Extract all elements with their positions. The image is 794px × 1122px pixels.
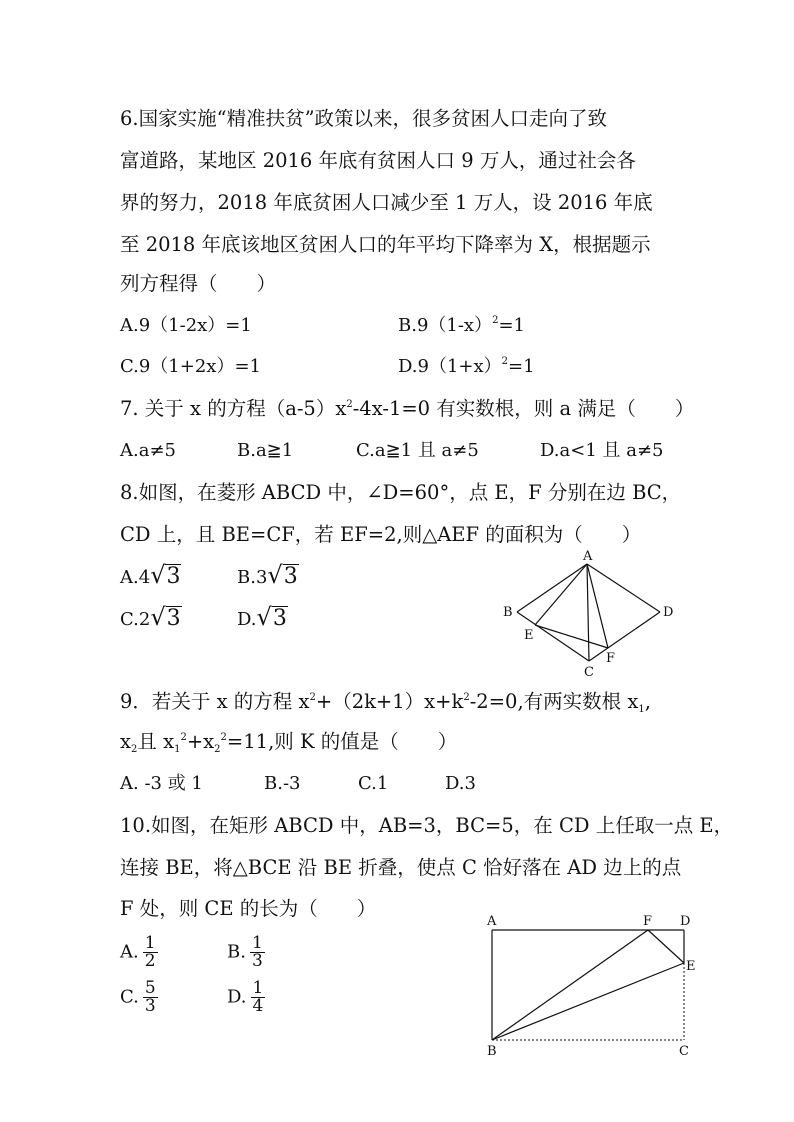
- segment-ef: [535, 625, 608, 648]
- q6-text-line-3: 界的努力，2018 年底贫困人口减少至 1 万人，设 2016 年底: [120, 191, 653, 214]
- q10-text-line-3: F 处，则 CE 的长为（ ）: [120, 897, 377, 920]
- sqrt-symbol: √3: [267, 561, 298, 589]
- sqrt-symbol: √3: [150, 603, 181, 631]
- q7-option-c: C.a≧1 且 a≠5: [356, 440, 479, 461]
- q10-option-b: B. $\frac{1}{3}$: [227, 933, 263, 971]
- q9-text-line-1: 9．若关于 x 的方程 $x^2+(2k+1)x+k^2-2=0$,有两实数根 $x_1$,: [120, 690, 651, 715]
- label-c: C: [584, 665, 594, 680]
- q7-text: 7. 关于 x 的方程$(a-5)x^2-4x-1=0$ 有实数根，则 a 满足（ ）: [120, 397, 695, 420]
- sqrt-symbol: √3: [150, 561, 181, 589]
- edge-ad: [587, 564, 660, 612]
- label-b: B: [487, 1044, 497, 1059]
- q6-option-a: A.9（1-2x）=1: [120, 315, 252, 336]
- q9-option-a: A. -3 或 1: [120, 773, 203, 794]
- q8-rhombus-figure: [495, 548, 685, 683]
- q10-option-c: C. $\frac{5}{3}$: [120, 978, 156, 1016]
- q8-option-c: C.2√3: [120, 603, 181, 631]
- label-c: C: [679, 1044, 689, 1059]
- segment-af: [587, 564, 608, 648]
- fraction: $\frac{5}{3}$: [144, 978, 156, 1016]
- edge-cd: [589, 612, 660, 661]
- diagonal-ac: [587, 564, 589, 661]
- q10-text-line-2: 连接 BE，将△BCE 沿 BE 折叠，使点 C 恰好落在 AD 边上的点: [120, 856, 682, 879]
- q10-option-d: D. $\frac{1}{4}$: [227, 978, 264, 1016]
- q6-option-b: $B.9(1-x)^2=1$: [398, 315, 526, 336]
- label-e: E: [686, 959, 696, 974]
- q9-option-b: B.-3: [264, 773, 301, 794]
- q9-text-line-2: $x_2$且 $x_1^2+x_2^2=11$,则 K 的值是（ ）: [120, 730, 458, 755]
- fraction: $\frac{1}{2}$: [144, 933, 156, 971]
- q8-option-d: D.√3: [237, 603, 287, 631]
- q9-option-d: D.3: [445, 773, 476, 794]
- sqrt-symbol: √3: [256, 603, 287, 631]
- q10-text-line-1: 10.如图，在矩形 ABCD 中，AB=3，BC=5，在 CD 上任取一点 E，: [120, 814, 734, 837]
- q10-option-a: A. $\frac{1}{2}$: [120, 933, 156, 971]
- q8-text-line-1: 8.如图，在菱形 ABCD 中，∠D=60°，点 E，F 分别在边 BC，: [120, 481, 682, 504]
- q6-text-line-4: 至 2018 年底该地区贫困人口的年平均下降率为 X，根据题示: [120, 233, 651, 256]
- segment-fe: [648, 930, 684, 963]
- label-d: D: [663, 605, 674, 620]
- q7-option-a: A.a≠5: [120, 440, 176, 461]
- q6-option-c: C.9（1+2x）=1: [120, 356, 261, 377]
- label-d: D: [680, 914, 691, 929]
- q7-option-d: D.a<1 且 a≠5: [540, 440, 664, 461]
- q8-option-b: B.3√3: [237, 561, 298, 589]
- q10-rectangle-figure: [478, 910, 703, 1065]
- q8-option-a: A.4√3: [120, 561, 181, 589]
- q6-text-line-1: 6.国家实施“精准扶贫”政策以来，很多贫困人口走向了致: [120, 107, 608, 130]
- q7-option-b: B.a≧1: [237, 440, 294, 461]
- label-f: F: [606, 651, 616, 666]
- label-b: B: [503, 605, 513, 620]
- fraction: $\frac{1}{4}$: [252, 978, 264, 1016]
- q6-text-line-5: 列方程得（ ）: [120, 272, 277, 295]
- q6-option-d: $D.9(1+x)^2=1$: [398, 356, 535, 377]
- label-a: A: [487, 914, 497, 929]
- q9-option-c: C.1: [358, 773, 389, 794]
- q6-text-line-2: 富道路，某地区 2016 年底有贫困人口 9 万人，通过社会各: [120, 149, 636, 172]
- segment-bf: [492, 930, 648, 1040]
- label-a: A: [583, 549, 593, 564]
- segment-be: [492, 963, 684, 1040]
- label-f: F: [643, 914, 653, 929]
- fraction: $\frac{1}{3}$: [251, 933, 263, 971]
- q8-text-line-2: CD 上，且 BE=CF，若 EF=2,则△AEF 的面积为（ ）: [120, 523, 642, 546]
- label-e: E: [524, 628, 534, 643]
